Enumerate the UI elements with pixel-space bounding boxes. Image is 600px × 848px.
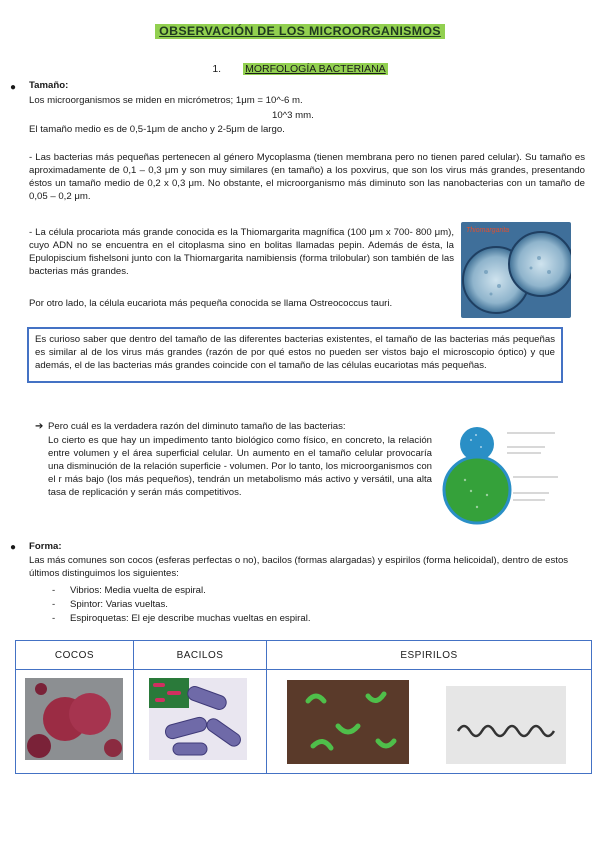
- dash-marker: -: [52, 599, 56, 610]
- bacilos-image-cell: [134, 670, 267, 774]
- section-title-text: MORFOLOGÍA BACTERIANA: [245, 63, 386, 75]
- header-bacilos: BACILOS: [134, 641, 267, 670]
- dash-marker: -: [52, 613, 56, 624]
- thiomargarita-image-label: Thiomargarita: [466, 227, 510, 234]
- shape-item: Vibrios: Media vuelta de espiral.: [70, 585, 206, 596]
- shape-item: Espiroquetas: El eje describe muchas vueltas en espiral.: [70, 613, 311, 624]
- shape-intro: Las más comunes son cocos (esferas perfectas o no), bacilos (formas alargadas) y espirilos (forma helicoidal), dentro de estos últimos distinguimos los siguientes:: [29, 555, 569, 579]
- size-paragraph-thiomargarita: - La célula procariota más grande conocida es la Thiomargarita magnífica (100 μm x 700- 800 μm), cuyo ADN no se encuentra en el citoplasma sino en bolitas llamadas pepin. Además de ésta, la Epulopiscium fishelsoni junto con la Thiomargarita namibiensis (forma trilobular) son también de las bacterias más grandes.: [29, 227, 454, 277]
- table-image-row: [16, 670, 592, 774]
- answer-text: Lo cierto es que hay un impedimento tanto biológico como físico, en concreto, la relación entre volumen y el área superficial celular. Un aumento en el tamaño celular provocaría una disminución de la relación superficie - volumen. Por lo tanto, los microorganismos con el r más bajo (los más pequeños), tendrán un metabolismo más activo y versátil, una alta tasa de replicación y serán más competitivos.: [48, 435, 432, 498]
- cocos-image-cell: [16, 670, 134, 774]
- note-box: Es curioso saber que dentro del tamaño de las diferentes bacterias existentes, el tamaño de las bacterias más pequeñas es similar al de los virus más grandes (razón de por qué estos no pueden ser vistos bajo el microscopio óptico) y que además, el de las bacterias más grandes coincide con el tamaño de las células eucariotas más pequeñas.: [27, 327, 563, 383]
- bullet-icon: ●: [10, 82, 17, 93]
- morphology-table: [15, 640, 592, 774]
- espirilos-image-cell: [267, 670, 592, 774]
- bacilos-image: [135, 671, 265, 768]
- surface-volume-diagram: [441, 425, 570, 525]
- shape-item: Spintor: Varias vueltas.: [70, 599, 168, 610]
- table-header-row: [16, 641, 592, 670]
- question-text: Pero cuál es la verdadera razón del diminuto tamaño de las bacterias:: [48, 421, 346, 432]
- bullet-icon: ●: [10, 542, 17, 553]
- size-line-2: 10^3 mm.: [272, 110, 314, 121]
- title-container: [0, 24, 600, 39]
- dash-marker: -: [52, 585, 56, 596]
- shape-heading: Forma:: [29, 541, 62, 552]
- espirilos-image: [268, 671, 590, 768]
- page-title: OBSERVACIÓN DE LOS MICROORGANISMOS: [155, 24, 445, 39]
- header-espirilos: ESPIRILOS: [267, 641, 592, 670]
- size-line-3: El tamaño medio es de 0,5-1μm de ancho y 2-5μm de largo.: [29, 124, 285, 135]
- section-number: 1.: [212, 63, 222, 75]
- header-cocos: COCOS: [16, 641, 134, 670]
- size-paragraph-ostreococcus: Por otro lado, la célula eucariota más pequeña conocida se llama Ostreococcus tauri.: [29, 298, 393, 309]
- cocos-image: [17, 671, 132, 768]
- arrow-icon: ➔: [35, 421, 44, 432]
- size-line-1: Los microorganismos se miden en micrómetros; 1μm = 10^-6 m.: [29, 95, 303, 106]
- size-heading: Tamaño:: [29, 80, 69, 91]
- thiomargarita-image: [461, 222, 571, 318]
- section-title: [0, 63, 600, 76]
- size-paragraph-mycoplasma: - Las bacterias más pequeñas pertenecen al género Mycoplasma (tienen membrana pero no tienen pared celular). Su tamaño es aproximadamente de 0,1 – 0,3 μm y son muy similares (en tamaño) a los poxvirus, que son los virus más grandes, presentando éstos un tamaño medio de 0,2 x 0,3 μm. No obstante, el microorganismo más diminuto son las nanobacterias con un tamaño de 0,05 – 0,2 μm.: [29, 152, 585, 202]
